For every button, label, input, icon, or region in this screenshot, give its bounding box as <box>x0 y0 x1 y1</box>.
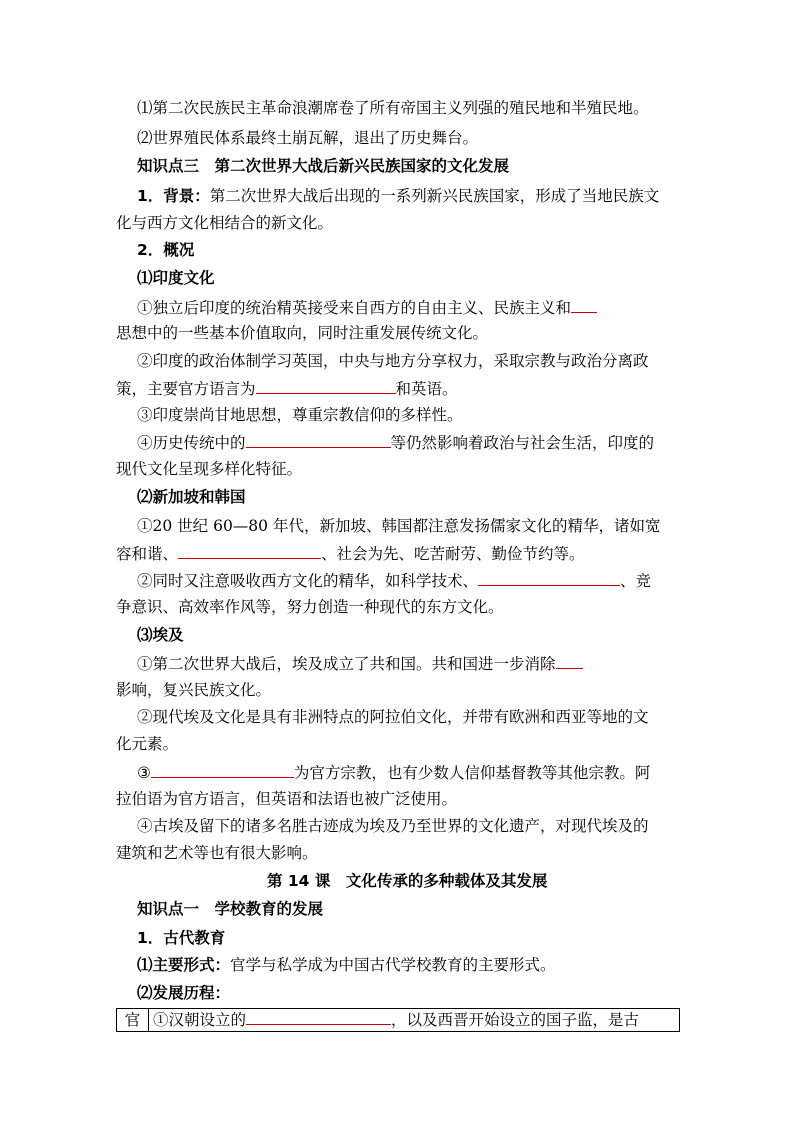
text: ①汉朝设立的 <box>153 1011 247 1029</box>
text-line: 影响，复兴民族文化。 <box>116 681 272 699</box>
text-line: 思想中的一些基本价值取向，同时注重发展传统文化。 <box>116 324 489 342</box>
fill-blank[interactable] <box>178 543 321 559</box>
text-line: 化与西方文化相结合的新文化。 <box>116 214 334 232</box>
table-cell-category: 官 <box>117 1009 149 1031</box>
subheading: ⑵新加坡和韩国 <box>137 488 246 506</box>
subheading: ⑶埃及 <box>137 626 184 644</box>
subheading: ⑵发展历程： <box>137 984 231 1002</box>
text-line <box>137 653 583 673</box>
fill-blank[interactable] <box>246 432 391 448</box>
text-line <box>137 186 659 206</box>
fill-blank[interactable] <box>246 1009 391 1025</box>
text-line <box>116 378 458 398</box>
text-line <box>137 570 651 590</box>
section-heading: 知识点一 学校教育的发展 <box>137 900 324 918</box>
text-line: ②现代埃及文化是具有非洲特点的阿拉伯文化，并带有欧洲和西亚等地的文 <box>137 708 649 726</box>
text-line <box>116 543 585 563</box>
text: ④历史传统中的 <box>137 434 246 452</box>
text: 第二次世界大战后出现的一系列新兴民族国家，形成了当地民族文 <box>209 187 660 205</box>
subheading: ⑴印度文化 <box>137 269 215 287</box>
text: ③ <box>137 764 151 782</box>
text-line <box>137 955 556 975</box>
text-line: ④古埃及留下的诸多名胜古迹成为埃及乃至世界的文化遗产，对现代埃及的 <box>137 817 649 835</box>
text-line: ⑵世界殖民体系最终土崩瓦解，退出了历史舞台。 <box>137 129 479 147</box>
lesson-title: 第 14 课 文化传承的多种载体及其发展 <box>267 872 548 890</box>
table-cell-content <box>153 1009 639 1031</box>
text-line: 化元素。 <box>116 735 179 753</box>
text-line: ①20 世纪 60—80 年代，新加坡、韩国都注意发扬儒家文化的精华，诸如宽 <box>137 517 661 535</box>
text: ，以及西晋开始设立的国子监，是古 <box>391 1011 640 1029</box>
fill-blank[interactable] <box>256 378 396 394</box>
text-line <box>137 297 597 317</box>
fill-blank[interactable] <box>478 570 620 586</box>
text-line: ③印度崇尚甘地思想，尊重宗教信仰的多样性。 <box>137 406 463 424</box>
text-line: 建筑和艺术等也有很大影响。 <box>116 844 318 862</box>
text: ①独立后印度的统治精英接受来自西方的自由主义、民族主义和 <box>137 299 572 317</box>
text-line: 拉伯语为官方语言，但英语和法语也被广泛使用。 <box>116 790 458 808</box>
fill-blank[interactable] <box>151 762 294 778</box>
text: ①第二次世界大战后，埃及成立了共和国。共和国进一步消除 <box>137 655 556 673</box>
fill-blank[interactable] <box>571 297 597 313</box>
text: 和英语。 <box>395 380 458 398</box>
text: 、社会为先、吃苦耐劳、勤俭节约等。 <box>321 545 585 563</box>
text-line: 现代文化呈现多样化特征。 <box>116 460 303 478</box>
text: 、竞 <box>620 572 652 590</box>
text: 为官方宗教，也有少数人信仰基督教等其他宗教。阿 <box>293 764 651 782</box>
label: ⑴主要形式： <box>137 956 231 974</box>
fill-blank[interactable] <box>556 653 583 669</box>
text: ②同时又注意吸收西方文化的精华，如科学技术、 <box>137 572 479 590</box>
text: 策，主要官方语言为 <box>116 380 256 398</box>
text-line <box>137 762 650 782</box>
text-line <box>137 432 654 452</box>
history-table <box>116 1008 680 1032</box>
section-heading: 知识点三 第二次世界大战后新兴民族国家的文化发展 <box>137 157 510 175</box>
text: 官学与私学成为中国古代学校教育的主要形式。 <box>230 956 556 974</box>
text-line: ②印度的政治体制学习英国，中央与地方分享权力，采取宗教与政治分离政 <box>137 352 649 370</box>
text: 等仍然影响着政治与社会生活，印度的 <box>390 434 655 452</box>
text: 容和谐、 <box>116 545 179 563</box>
subheading: 2．概况 <box>137 241 195 259</box>
text-line: 争意识、高效率作风等，努力创造一种现代的东方文化。 <box>116 598 504 616</box>
text-line: ⑴第二次民族民主革命浪潮席卷了所有帝国主义列强的殖民地和半殖民地。 <box>137 99 649 117</box>
subheading: 1．古代教育 <box>137 929 226 947</box>
label: 1．背景： <box>137 187 210 205</box>
